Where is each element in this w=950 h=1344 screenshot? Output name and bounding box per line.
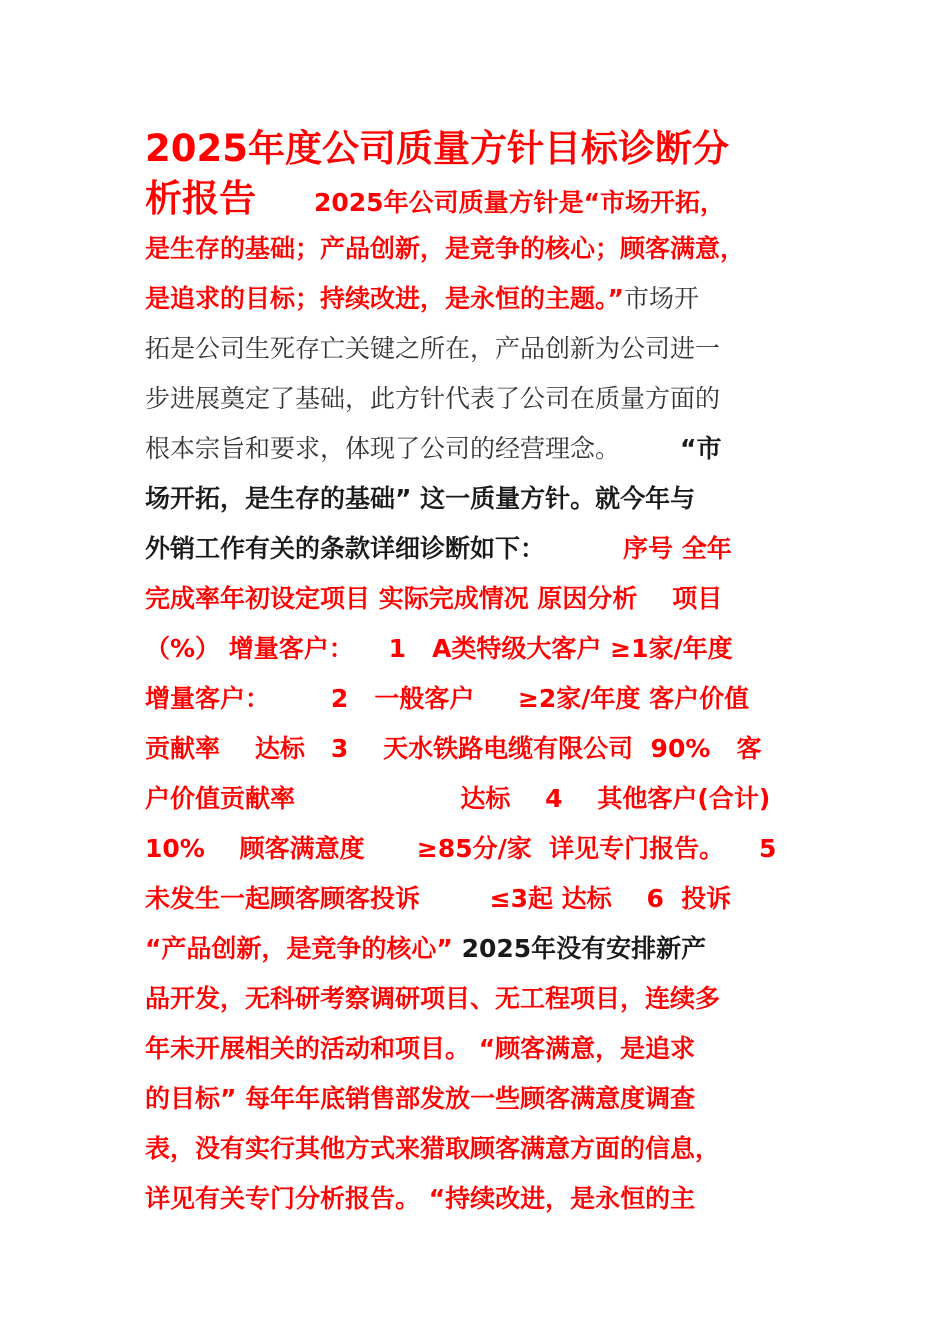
text-line-7 [145, 474, 810, 524]
document-title: 2025年度公司质量方针目标诊断分 [145, 127, 729, 170]
text-line-21 [145, 1174, 810, 1224]
line-6-seg-1: 根本宗旨和要求，体现了公司的经营理念。 [145, 434, 621, 463]
line-3-seg-1: 是追求的目标；持续改进，是永恒的主题。” [145, 284, 624, 313]
line-8-seg-2: 序号 全年 [623, 534, 732, 563]
line-3-seg-2: 市场开 [623, 284, 699, 313]
text-line-8 [145, 524, 810, 574]
text-line-1 [145, 174, 810, 224]
document-body [145, 124, 810, 1224]
text-line-19 [145, 1074, 810, 1124]
text-line-20 [145, 1124, 810, 1174]
line-16-seg-2: 2025年没有安排新产 [452, 934, 707, 963]
line-9-text: 完成率年初设定项目 实际完成情况 原因分析 项目 [145, 584, 723, 613]
line-5-text: 步进展奠定了基础，此方针代表了公司在质量方面的 [145, 384, 721, 413]
text-line-11 [145, 674, 810, 724]
line-11-text: 增量客户： 2 一般客户 ≥2家/年度 客户价值 [145, 684, 750, 713]
text-line-10 [145, 624, 810, 674]
text-line-12 [145, 724, 810, 774]
line-14-text: 10% 顾客满意度 ≥85分/家 详见专门报告。 5 [145, 834, 777, 863]
text-line-17 [145, 974, 810, 1024]
text-line-9 [145, 574, 810, 624]
line-8-seg-1: 外销工作有关的条款详细诊断如下： [145, 534, 546, 563]
line-17-text: 品开发，无科研考察调研项目、无工程项目，连续多 [145, 984, 721, 1013]
text-line-15 [145, 874, 810, 924]
text-line-2 [145, 224, 810, 274]
text-line-4 [145, 324, 810, 374]
text-line-13 [145, 774, 810, 824]
line-18-text: 年未开展相关的活动和项目。 “顾客满意，是追求 [145, 1034, 696, 1063]
line-21-text: 详见有关专门分析报告。 “持续改进，是永恒的主 [145, 1184, 696, 1213]
text-line-6 [145, 424, 810, 474]
line-12-text: 贡献率 达标 3 天水铁路电缆有限公司 90% 客 [145, 734, 762, 763]
text-line-16 [145, 924, 810, 974]
line-6-seg-2: “市 [680, 434, 722, 463]
line-20-text: 表，没有实行其他方式来猎取顾客满意方面的信息， [145, 1134, 721, 1163]
line-1-seg-1: 2025年公司质量方针是“市场开拓， [314, 188, 726, 217]
line-13-text: 户价值贡献率 达标 4 其他客户(合计) [145, 784, 771, 813]
line-16-seg-1: “产品创新，是竞争的核心” [145, 934, 453, 963]
text-line-18 [145, 1024, 810, 1074]
line-7-text: 场开拓，是生存的基础” 这一质量方针。就今年与 [145, 484, 696, 513]
line-19-text: 的目标” 每年年底销售部发放一些顾客满意度调查 [145, 1084, 696, 1113]
text-line-3 [145, 274, 810, 324]
text-line-5 [145, 374, 810, 424]
document-title-continued: 析报告 [145, 177, 256, 220]
line-2-text: 是生存的基础；产品创新，是竞争的核心；顾客满意， [145, 234, 746, 263]
document-title-line-1 [145, 124, 810, 174]
line-4-text: 拓是公司生死存亡关键之所在，产品创新为公司进一 [145, 334, 721, 363]
line-10-text: （%） 增量客户： 1 A类特级大客户 ≥1家/年度 [145, 634, 733, 663]
line-15-text: 未发生一起顾客顾客投诉 ≤3起 达标 6 投诉 [145, 884, 732, 913]
text-line-14 [145, 824, 810, 874]
